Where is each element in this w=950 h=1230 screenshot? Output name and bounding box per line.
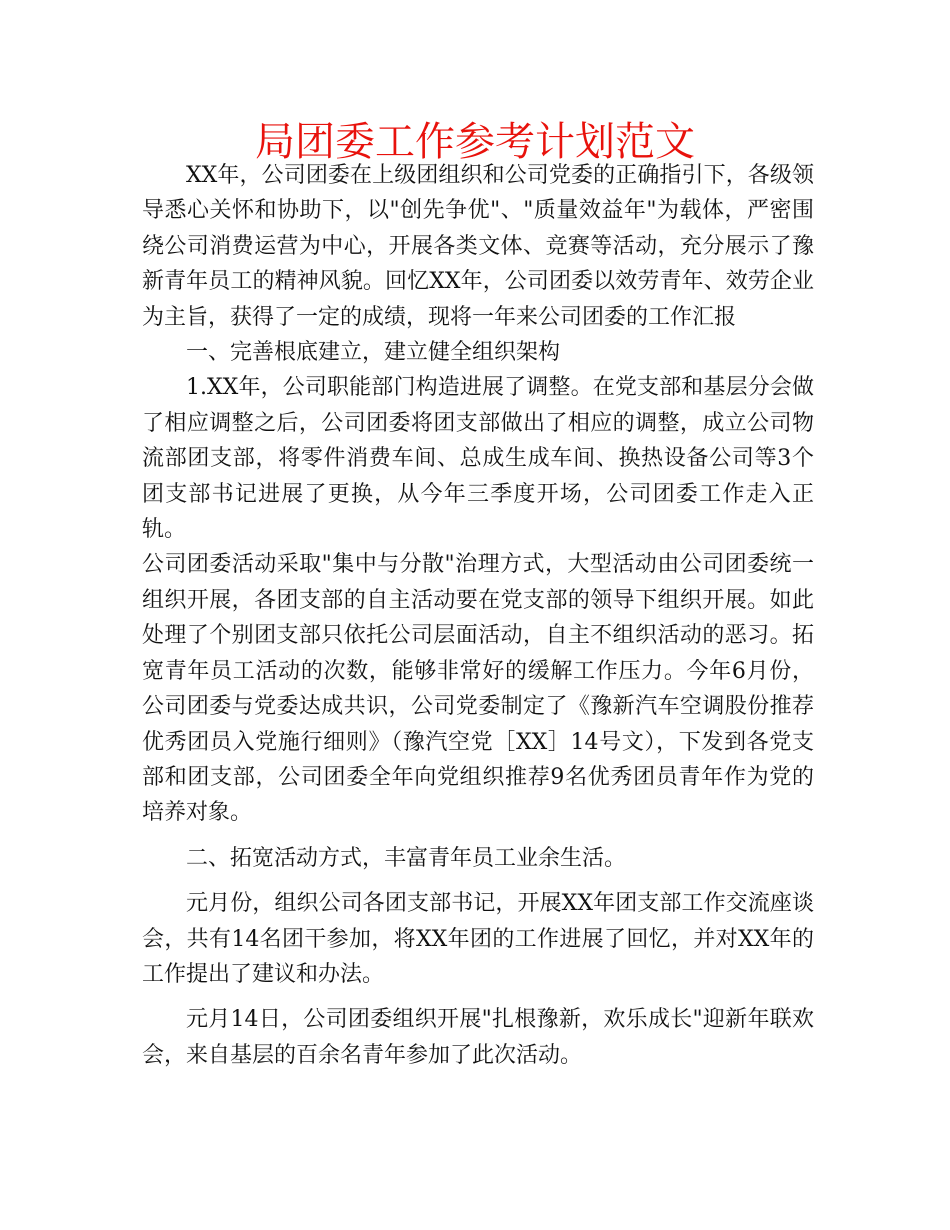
paragraph-item-1: 1.XX年，公司职能部门构造进展了调整。在党支部和基层分会做了相应调整之后，公司团委将团支部做出了相应的调整，成立公司物流部团支部，将零件消费车间、总成生成车间、换热设备公司等3个团支部书记进展了更换，从今年三季度开场，公司团委工作走入正轨。 [142,375,814,543]
paragraph-activity-mode: 公司团委活动采取"集中与分散"治理方式，大型活动由公司团委统一组织开展，各团支部的自主活动要在党支部的领导下组织开展。如此处理了个别团支部只依托公司层面活动，自主不组织活动的恶习。拓宽青年员工活动的次数，能够非常好的缓解工作压力。今年6月份，公司团委与党委达成共识，公司党委制定了《豫新汽车空调股份推荐优秀团员入党施行细则》（豫汽空党［XX］14号文），下发到各党支部和团支部，公司团委全年向党组织推荐9名优秀团员青年作为党的培养对象。 [142,552,814,826]
document-body [142,158,814,1073]
paragraph-january: 元月份，组织公司各团支部书记，开展XX年团支部工作交流座谈会，共有14名团干参加，将XX年团的工作进展了回忆，并对XX年的工作提出了建议和办法。 [142,891,814,987]
section-heading-2: 二、拓宽活动方式，丰富青年员工业余生活。 [186,845,627,871]
paragraph-january-14: 元月14日，公司团委组织开展"扎根豫新，欢乐成长"迎新年联欢会，来自基层的百余名青年参加了此次活动。 [142,1007,814,1068]
paragraph-intro: XX年，公司团委在上级团组织和公司党委的正确指引下，各级领导悉心关怀和协助下，以"创先争优"、"质量效益年"为载体，严密围绕公司消费运营为中心，开展各类文体、竞赛等活动，充分展示了豫新青年员工的精神风貌。回忆XX年，公司团委以效劳青年、效劳企业为主旨，获得了一定的成绩，现将一年来公司团委的工作汇报 [142,163,814,330]
section-heading-1: 一、完善根底建立，建立健全组织架构 [186,340,561,366]
document-title: 局团委工作参考计划范文 [255,119,695,165]
